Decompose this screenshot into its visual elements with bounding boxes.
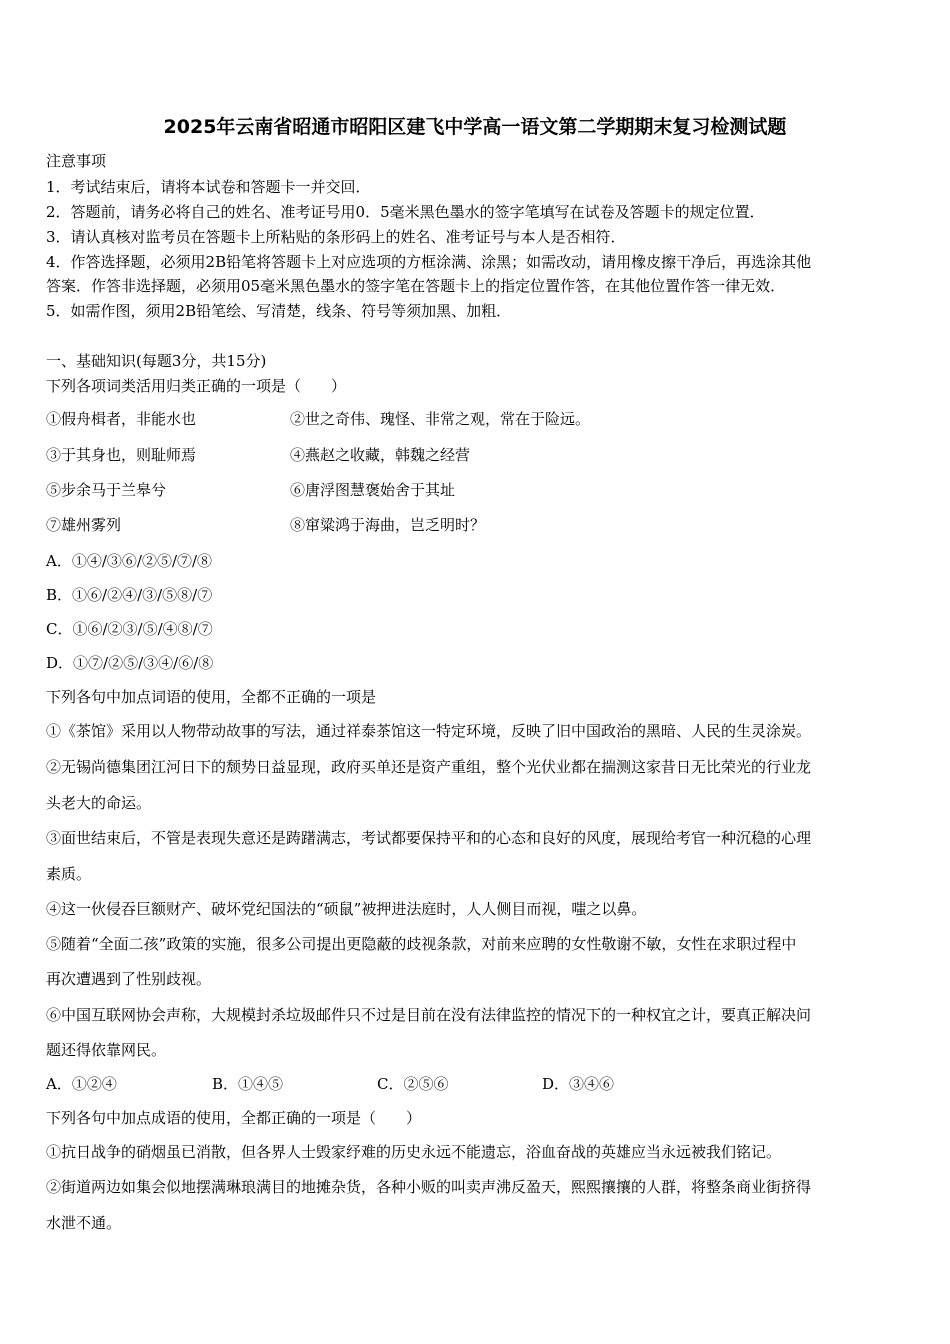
question-line: ①《茶馆》采用以人物带动故事的写法，通过祥泰茶馆这一特定环境，反映了旧中国政治的黑暗、人民的生灵涂炭。 [46, 722, 812, 740]
question-item: ②世之奇伟、瑰怪、非常之观，常在于险远。 [290, 410, 591, 428]
question-line: ②街道两边如集会似地摆满琳琅满目的地摊杂货，各种小贩的叫卖声沸反盈天，熙熙攘攘的人群，将整条商业街挤得 [46, 1178, 812, 1196]
question-stem: 下列各句中加点词语的使用，全都不正确的一项是 [46, 688, 377, 706]
question-item: ⑦雄州雾列 [46, 516, 122, 534]
question-line: ③面世结束后，不管是表现失意还是踌躇满志，考试都要保持平和的心态和良好的风度，展现给考官一种沉稳的心理 [46, 829, 812, 847]
question-line: 再次遭遇到了性别歧视。 [46, 970, 212, 988]
question-line: ①抗日战争的硝烟虽已消散，但各界人士毁家纾难的历史永远不能遗忘，浴血奋战的英雄应当永远被我们铭记。 [46, 1143, 782, 1161]
question-line: 题还得依靠网民。 [46, 1041, 167, 1059]
question-item: ⑧窜粱鸿于海曲，岂乏明时？ [290, 516, 486, 534]
notice-item: 5．如需作图，须用2B铅笔绘、写清楚，线条、符号等须加黑、加粗． [46, 302, 512, 320]
question-line: 素质。 [46, 865, 92, 883]
question-item: ③于其身也，则耻师焉 [46, 446, 197, 464]
answer-option-a: A．①②④ [46, 1075, 117, 1093]
notice-item: 1．考试结束后，请将本试卷和答题卡一并交回． [46, 178, 371, 196]
page-title: 2025年云南省昭通市昭阳区建飞中学高一语文第二学期期末复习检测试题 [163, 116, 787, 138]
answer-option-c: C．②⑤⑥ [377, 1075, 449, 1093]
question-item: ⑥唐浮图慧褒始舍于其址 [290, 481, 456, 499]
question-item: ①假舟楫者，非能水也 [46, 410, 197, 428]
answer-option-a: A．①④/③⑥/②⑤/⑦/⑧ [46, 552, 213, 570]
answer-option-d: D．③④⑥ [542, 1075, 615, 1093]
question-line: ⑥中国互联网协会声称，大规模封杀垃圾邮件只不过是目前在没有法律监控的情况下的一种权宜之计，要真正解决问 [46, 1006, 812, 1024]
answer-option-c: C．①⑥/②③/⑤/④⑧/⑦ [46, 620, 213, 638]
notice-item: 3．请认真核对监考员在答题卡上所粘贴的条形码上的姓名、准考证号与本人是否相符． [46, 228, 626, 246]
question-item: ⑤步余马于兰皋兮 [46, 481, 167, 499]
question-line: 头老大的命运。 [46, 794, 152, 812]
question-stem: 下列各项词类活用归类正确的一项是（ ） [46, 377, 347, 395]
notice-item: 2．答题前，请务必将自己的姓名、准考证号用0．5毫米黑色墨水的签字笔填写在试卷及答题卡的规定位置． [46, 203, 765, 221]
notice-item: 答案．作答非选择题，必须用05毫米黑色墨水的签字笔在答题卡上的指定位置作答，在其他位置作答一律无效． [46, 277, 786, 295]
question-line: ④这一伙侵吞巨额财产、破坏党纪国法的“硕鼠”被押进法庭时，人人侧目而视，嗤之以鼻。 [46, 900, 647, 918]
answer-option-b: B．①④⑤ [212, 1075, 284, 1093]
question-item: ④燕赵之收藏，韩魏之经营 [290, 446, 471, 464]
answer-option-b: B．①⑥/②④/③/⑤⑧/⑦ [46, 586, 213, 604]
notice-item: 4．作答选择题，必须用2B铅笔将答题卡上对应选项的方框涂满、涂黑；如需改动，请用橡皮擦干净后，再选涂其他 [46, 253, 812, 271]
question-line: ⑤随着“全面二孩”政策的实施，很多公司提出更隐蔽的歧视条款，对前来应聘的女性敬谢不敏，女性在求职过程中 [46, 935, 797, 953]
question-line: 水泄不通。 [46, 1214, 122, 1232]
section-heading: 一、基础知识(每题3分，共15分) [46, 352, 267, 370]
answer-option-d: D．①⑦/②⑤/③④/⑥/⑧ [46, 654, 214, 672]
question-stem: 下列各句中加点成语的使用，全都正确的一项是（ ） [46, 1109, 422, 1127]
question-line: ②无锡尚德集团江河日下的颓势日益显现，政府买单还是资产重组，整个光伏业都在揣测这家昔日无比荣光的行业龙 [46, 758, 812, 776]
notice-heading: 注意事项 [46, 152, 107, 170]
